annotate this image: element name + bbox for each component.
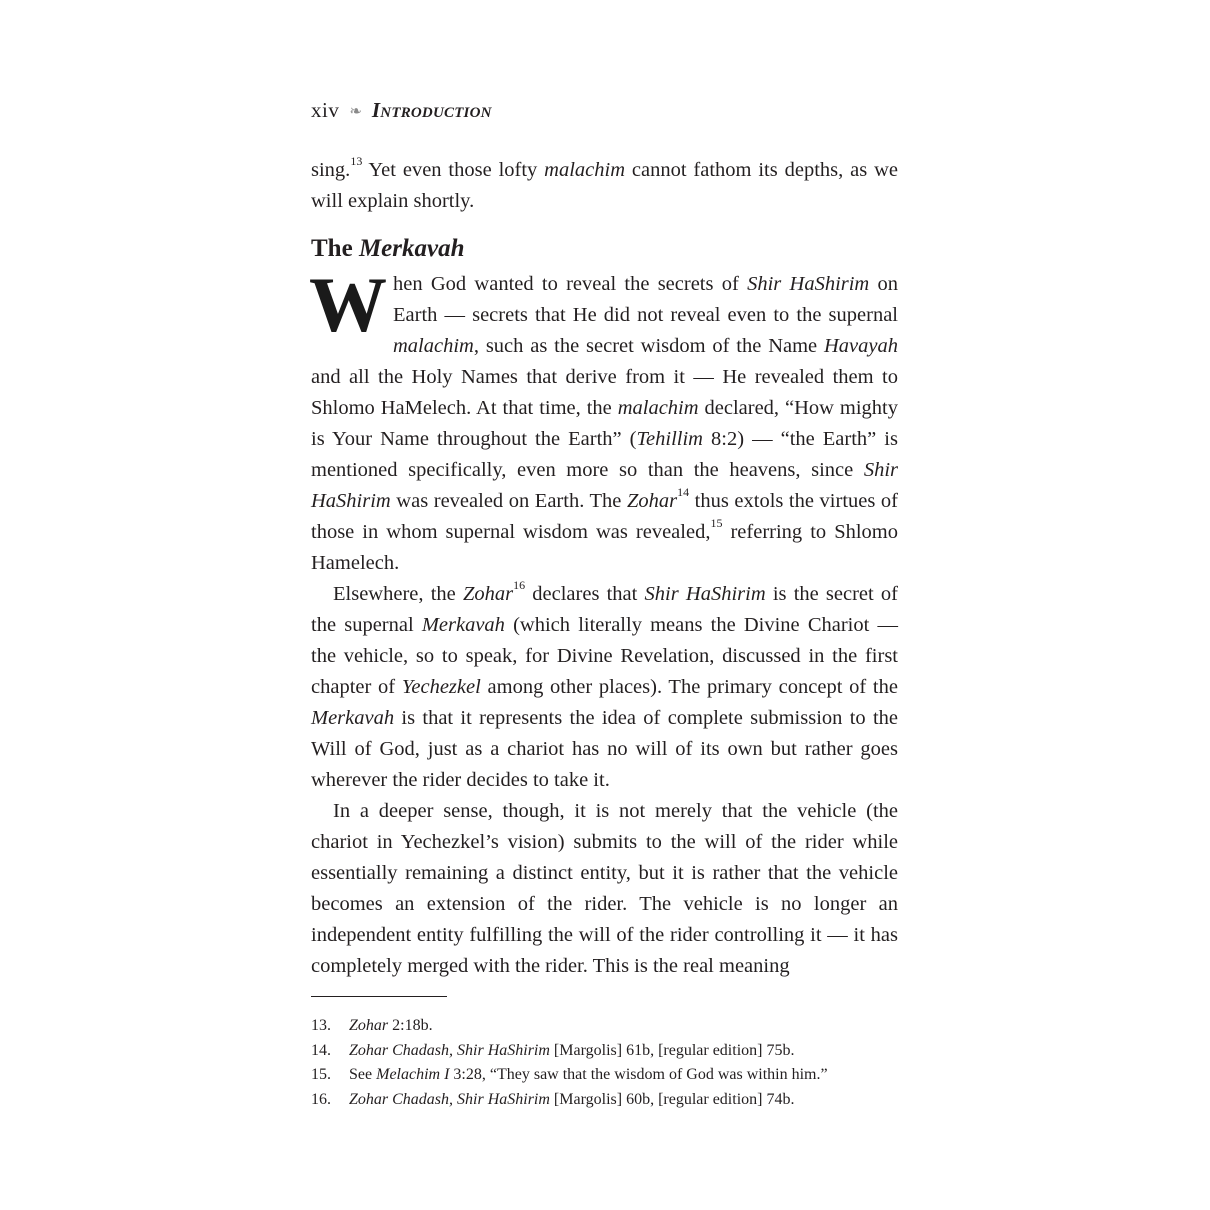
footnote-16 <box>311 1088 911 1113</box>
body-text <box>311 155 898 982</box>
italic-term: malachim <box>617 397 699 419</box>
text-run: hen God wanted to reveal the secrets of <box>393 273 748 295</box>
italic-term: Tehillim <box>636 428 703 450</box>
chapter-title: Introduction <box>371 98 492 122</box>
text-run: See <box>349 1066 377 1083</box>
italic-term: Zohar <box>462 583 514 605</box>
paragraph-1 <box>309 261 899 579</box>
footnote-ref-14[interactable]: 14 <box>677 485 690 500</box>
text-run: is that it represents the idea of complete submission to the Will of God, just as a chariot has no will of its own but rather goes wherever the rider decides to take it. <box>311 707 898 791</box>
italic-term: Shir HaShirim <box>644 583 766 605</box>
text-run: sing. <box>311 159 351 181</box>
italic-term: Shir HaShirim <box>747 273 870 295</box>
italic-term: malachim <box>393 335 474 357</box>
text-run: , such as the secret wisdom of the Name <box>473 335 824 357</box>
text-run: 3:28, “They saw that the wisdom of God was within him.” <box>449 1066 828 1083</box>
text-run: [Margolis] 60b, [regular edition] 74b. <box>549 1090 795 1108</box>
footnote-ref-13[interactable]: 13 <box>350 154 363 169</box>
text-run: (which literally means the Divine Chariot — the vehicle, so to speak, for Divine Revelation, discussed in the first chapter of <box>311 614 898 698</box>
text-run: [Margolis] 61b, [regular edition] 75b. <box>549 1041 795 1059</box>
heading-text: The <box>311 235 359 262</box>
italic-term: Merkavah <box>421 614 505 636</box>
footnote-number: 14. <box>311 1041 331 1059</box>
drop-cap: W <box>309 261 387 348</box>
text-run: declared, “How mighty is Your Name throughout the Earth” ( <box>311 397 898 450</box>
italic-term: malachim <box>544 159 626 181</box>
footnote-divider <box>311 996 447 997</box>
footnote-15 <box>311 1063 911 1088</box>
text-run: among other places). The primary concept of the <box>480 676 898 698</box>
footnote-13 <box>311 1014 911 1039</box>
footnote-ref-15[interactable]: 15 <box>710 516 723 531</box>
continuation-paragraph <box>311 155 898 217</box>
italic-term: Zohar <box>626 490 678 512</box>
footnote-ref-16[interactable]: 16 <box>513 578 526 593</box>
running-head <box>311 96 492 127</box>
italic-term: Zohar Chadash, Shir HaShirim <box>349 1090 550 1108</box>
text-run: declares that <box>525 583 645 605</box>
italic-term: Zohar Chadash, Shir HaShirim <box>349 1041 550 1059</box>
text-run: is the secret of the supernal <box>311 583 899 636</box>
footnotes <box>311 1014 911 1112</box>
italic-term: Merkavah <box>311 707 395 729</box>
italic-term: Melachim I <box>376 1066 450 1083</box>
text-run: referring to Shlomo Hamelech. <box>311 521 898 574</box>
text-run: In a deeper sense, though, it is not merely that the vehicle (the chariot in Yechezkel’s vision) submits to the will of the rider while essentially remaining a distinct entity, but it is rather that the vehicle becomes an extension of the rider. The vehicle is no longer an independent entity fulfilling the will of the rider controlling it — it has completely merged with the rider. This is the real meaning <box>311 800 898 977</box>
paragraph-2 <box>311 579 898 796</box>
paragraph-3 <box>311 796 898 982</box>
footnote-number: 15. <box>311 1066 331 1083</box>
text-run: and all the Holy Names that derive from it — He revealed them to Shlomo HaMelech. At that time, the <box>311 366 898 419</box>
text-run: Yet even those lofty <box>362 159 545 181</box>
text-run: was revealed on Earth. The <box>390 490 627 512</box>
text-run: cannot fathom its depths, as we will explain shortly. <box>311 159 898 212</box>
text-run: 2:18b. <box>388 1017 433 1034</box>
italic-term: Yechezkel <box>401 676 481 698</box>
fleuron-ornament-icon: ❧ <box>349 104 362 120</box>
text-run: thus extols the virtues of those in whom supernal wisdom was revealed, <box>311 490 898 543</box>
italic-term: Shir HaShirim <box>311 459 898 512</box>
text-run: on Earth — secrets that He did not reveal even to the supernal <box>393 273 899 326</box>
section-heading <box>311 232 898 266</box>
heading-italic-text: Merkavah <box>358 235 465 262</box>
italic-term: Zohar <box>349 1017 389 1034</box>
footnote-14 <box>311 1039 911 1064</box>
footnote-number: 13. <box>311 1017 331 1034</box>
text-run: 8:2) — “the Earth” is mentioned specifically, even more so than the heavens, since <box>311 428 898 481</box>
footnote-number: 16. <box>311 1090 331 1108</box>
text-run: Elsewhere, the <box>333 583 463 605</box>
italic-term: Havayah <box>823 335 898 357</box>
page-number: xiv <box>311 98 340 122</box>
